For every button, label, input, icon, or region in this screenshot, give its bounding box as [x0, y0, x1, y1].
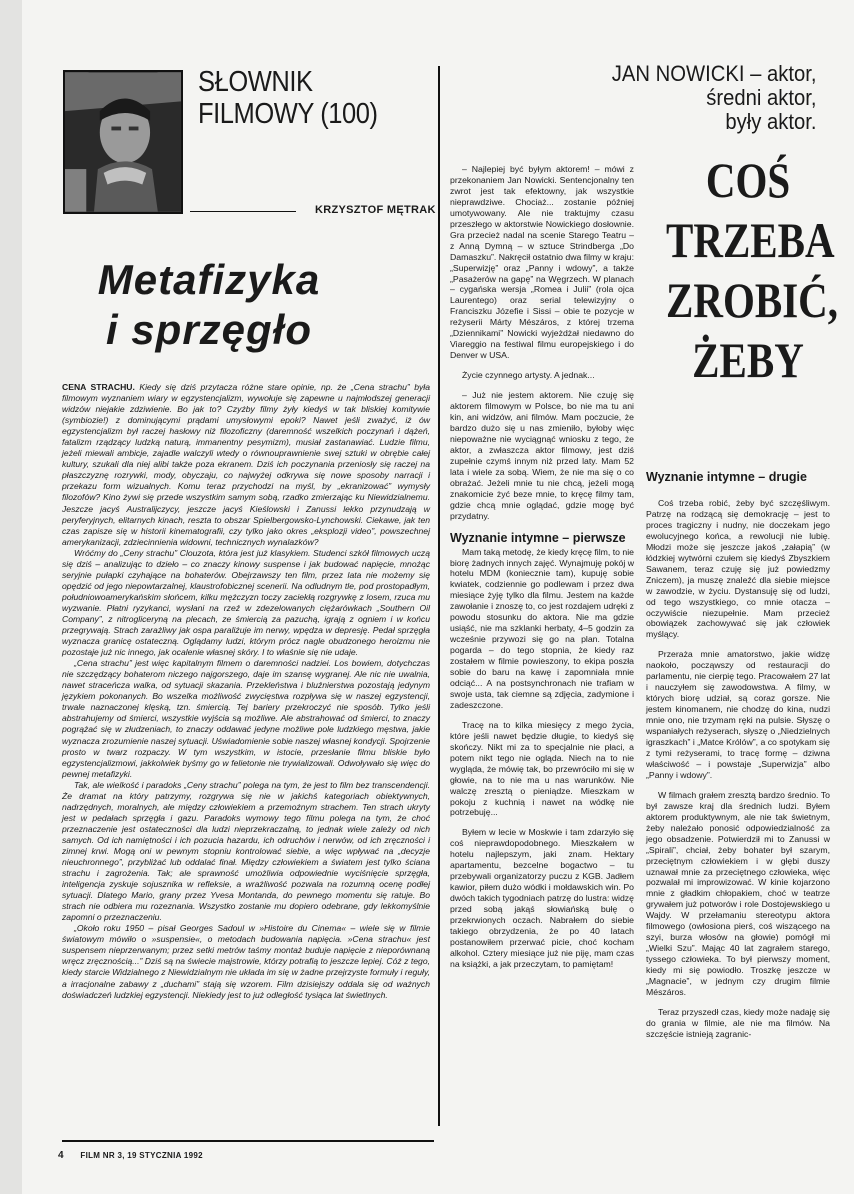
- scan-edge: [0, 0, 22, 1194]
- interview-middle-column: [450, 164, 634, 979]
- kicker-line-2: średni aktor,: [705, 85, 816, 110]
- right-article-kicker: [611, 62, 816, 134]
- left-article-body: [62, 382, 430, 1001]
- subheading-second-confession: Wyznanie intymne – drugie: [646, 470, 807, 484]
- left-paragraph: „Cena strachu” jest więc kapitalnym filmem o daremności nadziei. Los bowiem, dotychczas nie szczędzący bohaterom niczego najgorszego, daje im szansę wygranej. Ale nic nie uwalnia, nawet straceńcza walka, od sytuacji skazania. Przekleństwa i bluźnierstwa pozostają jedynym językiem pokonanych. Bo wszelka możliwość zwycięstwa rozpływa się w naszej egzystencji, trwale naznaczonej klęską, tzn. śmiercią. Tej bariery przekroczyć nie sposób. Tylko jeśli abstrahujemy od śmierci, wszystkie wyjścia są możliwe. Ale abstrahować od śmierci, to znaczy pogrążać się w złudzeniach, to znaczy oddawać jedyne możliwe pole ludzkiego męstwa, jakie wyznacza zrozumienie naszej sytuacji. Uświadomienie sobie naszej własnej kondycji. Spojrzenie prosto w twarz rozpaczy. W tym wszystkim, w istocie, przesłanie filmu bliskie było egzystencjalizmowi, jakkolwiek byśmy go w felietonie nie trywializowali. Odwoływało się więc do pewnej metafizyki.: [62, 658, 430, 779]
- interview-paragraph: Przeraża mnie amatorstwo, jakie widzę naokoło, począwszy od restauracji do parlamentu, nie cierpię tego. Pracowałem 27 lat i nauczyłem się zawodowstwa. A filmy, w których biorę udział, są coraz gorsze. Nie jestem kinomanem, nie chodzę do kina, nudzi mnie ono, nie trzymam ręki na pulsie. Słyszę o wspaniałych reżyserach, słyszę o „Niedzielnych igraszkach” i „Matce Królów”, a co spotykam się z tymi reżyserami, to tracę formę – dziwna właściwość – i powstaje „Superwizja” albo „Panny i wdowy”.: [646, 649, 830, 780]
- column-divider: [438, 66, 440, 1126]
- right-title-line-2: TRZEBA: [666, 212, 835, 268]
- right-title-line-3: ZROBIĆ,: [666, 272, 839, 328]
- left-paragraph: Wróćmy do „Ceny strachu” Clouzota, która jest już klasykiem. Studenci szkół filmowych uczą się dziś – analizując to dzieło – co znaczy kinowy suspense i jak budować napięcie, mnożąc seryjnie pułapki czyhające na bohaterów. Obejrzawszy ten film, przez lata nie możemy się opędzić od jego niepowtarzalnej, klaustrofobicznej scenerii. Na odludnym tle, pod prostopadłym, południowoamerykańskim słońcem, kilku mężczyzn toczy zaciekłą rozgrywkę z losem, rzuca mu wyzwanie. Płatni ryzykanci, wysłani na rzeź w zdezelowanych ciężarówkach „Southern Oil Company”, z nitrogliceryną na plecach, ze śmiercią za pazuchą, igrają z ogniem i w końcu przegrywają. Strach zarażliwy jak ospa paraliżuje im nerwy, wpędza w depresję. Pedał sprzęgła wyznacza granicę ostateczną. Oglądamy ludzi, którym prócz nagle obudzonego heroizmu nie pozostaje już nic innego, jak ocalenie własnej skóry. I to właśnie się nie udaje.: [62, 547, 430, 658]
- interview-paragraph: Teraz przyszedł czas, kiedy może nadaję się do grania w filmie, ale nie ma filmów. Na szczęście istnieją zagranic-: [646, 1006, 830, 1039]
- left-title-line-1: Metafizyka: [97, 256, 321, 303]
- right-title-line-4: ŻEBY: [692, 332, 804, 388]
- kicker-line-3: były aktor.: [724, 109, 816, 134]
- interview-paragraph: – Już nie jestem aktorem. Nie czuję się aktorem filmowym w Polsce, bo nie ma tu ani kin, ani widzów, ani filmów. Mam poczucie, że bardzo dużo się u nas zmieniło, byłoby więc niepoważne nie wyciągnąć wniosku z tego, że aktor, a zwłaszcza aktor filmowy, jest dziś zupełnie czymś innym niż przed laty. Mam 52 lata i wiele za sobą. Wiem, że nie ma się o co obrażać. Jeżeli mnie tu nie chcą, jeżeli mogą znakomicie żyć beze mnie, to kręcę filmy tam, gdzie chcą mnie oglądać, gdzie mogę być przydatny.: [450, 390, 634, 521]
- issue-info: FILM NR 3, 19 STYCZNIA 1992: [80, 1151, 203, 1160]
- left-paragraph: Tak, ale wielkość i paradoks „Ceny strachu” polega na tym, że jest to film bez transcendencji. Że dramat na który patrzymy, rozgrywa się nie w jakichś kategoriach obiektywnych, nadrzędnych, moralnych, ale między człowiekiem a przemożnym strachem. Ten strach ukryty jest w pedałach sprzęgła i gazu. Paradoks wymowy tego filmu polega na tym, że choć przeznaczenie jest ostateczności dla ludzi nieprzekraczalną, to jednak wiele zależy od nich samych. Od ich namiętności i ich pozucia hazardu, ich odruchów i nerwów, od ich zręczności i zimnej krwi. Mogą oni w pewnym stopniu kontrolować siebie, a więc wpływać na „decyzje nieuchronnego”, przybliżać lub oddalać finał. Między człowiekiem a światem jest tylko ściana strachu i zagrożenia. Tak; ale sprawność umożliwia odpowiednie wyciśnięcie sprzęgła, inteligencja zyskuje sojusznika w refleksie, a wrażliwość pozwala na rozumną ocenę podłej sytuacji. Dlatego Mario, grany przez Yvesa Montanda, do pewnego momentu się ratuje. Bo strach nie odbiera mu rozeznania. Wszystko zostanie mu dopiero odebrane, gdy lekkomyślnie zapomni o przeznaczeniu.: [62, 779, 430, 923]
- right-title-line-1: COŚ: [705, 152, 791, 208]
- author-byline: KRZYSZTOF MĘTRAK: [315, 204, 436, 216]
- interview-paragraph: Byłem w lecie w Moskwie i tam zdarzyło się coś nieprawdopodobnego. Mieszkałem w hotelu najlepszym, jaki znam. Hektary apartamentu, bezcelne bogactwo – tu przebywali organizatorzy puczu z KGB. Jadłem kawior, piłem dużo wódki i mołdawskich win. Po dwóch takich tygodniach patrzę do lustra: widzę przed sobą jakąś słowiańską bułę o przekrwionych oczach. Nabrałem do siebie takiego obrzydzenia, że po 40 latach postanowiłem przerwać picie, choć kocham alkohol. Cztery miesiące już nie piję, mam czas na książki, a jak przeczytam, to pamiętam!: [450, 827, 634, 969]
- bottom-rule: [62, 1140, 434, 1142]
- left-title-line-2: i sprzęgło: [105, 306, 313, 353]
- interview-paragraph: Mam taką metodę, że kiedy kręcę film, to nie biorę żadnych innych zajęć. Wynajmuję pokój w hotelu MDM (koniecznie tam), kupuję sobie kwiatek, codziennie go podlewam i przez dwa miesiące żyję tylko dla filmu. Jestem na każde zawołanie i znoszę to, co jest rozdajem udręki z powodu stosunku do aktora. Nie ma gdzie usiąść, nie ma szklanki herbaty, 4–5 godzin za wcześnie przywozi się go na plan. Totalna pogarda – do tego stopnia, że kiedy raz zostałem w filmie powieszony, to ekipa poszła sobie do baru na kawę i zapomniała mnie odciąć... A na postsynchronach nie trafiam w swoje usta, tak ciemne są zdjęcia, zadymione i zadeszczone.: [450, 546, 634, 710]
- series-line-2: FILMOWY (100): [198, 98, 378, 130]
- interview-paragraph: Życie czynnego artysty. A jednak...: [462, 370, 595, 381]
- column-series-title: [198, 66, 378, 130]
- author-rule: [190, 211, 296, 212]
- kicker-line-1: JAN NOWICKI – aktor,: [611, 61, 816, 86]
- page-footer: [58, 1150, 203, 1161]
- right-article-title: [666, 150, 839, 390]
- left-paragraph: „Około roku 1950 – pisał Georges Sadoul w »Histoire du Cinema« – wiele się w filmie światowym mówiło o »suspensie«, o metodach budowania napięcia. »Cena strachu« jest suspensem nieprzerwanym; przez setki metrów taśmy montaż buduje napięcie z nieporównaną wręcz zręcznością...” Dziś są na świecie majstrowie, którzy potrafią to jeszcze lepiej. Cóż z tego, kiedy starcie Widzialnego z Niewidzialnym nie układa im się w żadne przejrzyste formuły i reguły, a irracjonalne zabawy z „duchami” stają się wzorem. Film dzisiejszy oddala się od ważnych doświadczeń ludzkiej egzystencji. Niekiedy jest to już odległość tysiąca lat świetlnych.: [62, 923, 431, 1000]
- series-line-1: SŁOWNIK: [198, 66, 313, 98]
- portrait-illustration: [65, 72, 181, 212]
- interview-paragraph: Tracę na to kilka miesięcy z mego życia, które jeśli nawet będzie długie, to kiedyś się skończy. Nikt mi za to specjalnie nie płaci, a potem nikt tego nie ogląda. Niech na to nie wygląda, że mówię tak, bo przewróciło mi się w głowie, na to nie ma u nas warunków. Nie walczę zresztą o pieniądze. Mieszkam w pokoju z kuchnią i nawet na wódkę nie potrzebuję...: [450, 719, 634, 818]
- left-paragraph-text: Kiedy się dziś przytacza różne stare opinie, np. że „Cena strachu” była filmowym wyznaniem wiary w egzystencjalizm, wywołuje się zapewne u najmłodszej generacji widzów niejakie zdziwienie. Bo jak to? Czyżby filmy żyły kiedyś w tak bliskiej komitywie (symbiozie!) z dominującymi prądami umysłowymi epoki? Nawet jeśli zważyć, iż ów egzystencjalizm był raczej hasłowy niż filozoficzny (daremność wszelkich poczynań i dążeń, fatalizm rządzący ludzką naturą, immanentny pesymizm), musiał zastanawiać. Ludzie filmu, jeżeli miewali ambicje, zajadle walczyli wtedy o równouprawnienie swej sztuki w obrębie całej kultury, szukali dla niej alibi także poza ekranem. Dziś ich poczynania przeniosły się raczej na płaszczyznę rozrywki, mody, obyczaju, co najwyżej odkrywa się nowe sposoby narracji i przekazu form wizualnych. Komu teraz przychodzi na myśl, by „ekranizować” wymysły filozofów? Kino żywi się przede wszystkim samym sobą, rzadko zmierzając ku Niewidzialnemu. Jeszcze jacyś Australijczycy, jeszcze jacyś Kieślowski i Zanussi lekko przynudzają w peryferyjnych, elitarnych kinach, reszta to obszar Spielbergowsko-Lynchowski. Ciekawe, jak ten czas zapisze się w historii kinematografii, czy tylko jako okres „eksplozji video”, powszechnej amerykanizacji, zdziecinnienia widowni, technicznych wynalazków?: [62, 382, 430, 547]
- left-paragraph: [62, 382, 430, 548]
- interview-right-column: [646, 498, 830, 1049]
- author-portrait-photo: [63, 70, 183, 214]
- interview-paragraph: Coś trzeba robić, żeby być szczęśliwym. Patrzę na rodzącą się demokrację – jest to proces tragiczny i nudny, nie doczekam jego ewolucyjnego końca, a rewolucji nie lubię. Młodzi może się jeszcze jakoś „załapią” (w łódzkiej wytwórni czułem się kiedyś Zbyszkiem Sawanem, teraz czuję się już powiedzmy Zniczem), ja muszę znaleźć dla siebie miejsce w zawodzie, w życiu. Dystansuję się od ludzi, od tego wszystkiego, co mnie otacza – oczywiście niezupełnie. Mam przecież obowiązek zachowywać się jak człowiek myślący.: [646, 498, 830, 640]
- left-article-title: [0, 255, 418, 355]
- interview-paragraph: – Najlepiej być byłym aktorem! – mówi z przekonaniem Jan Nowicki. Sentencjonalny ten zwrot jest tak efektowny, jak wszystkie nieprawdziwe. Chociaż... zostanie później umotywowany. Ale nie traktujmy czasu przeszłego w aktorstwie Nowickiego dosłownie. Gra przecież nadal na scenie Starego Teatru – z Anną Dymną – w sztuce Strindberga „Do Damaszku”. Nakręcił ostatnio dwa filmy w kraju: „Superwizję” oraz „Panny i wdowy”, a także „Pasażerów na gapę” na Węgrzech. W planach – cygańska wersja „Romea i Julii” (rola ojca Laurentego) oraz serial telewizyjny o Franciszku Józefie i Sissi – obie te pozycje w reżyserii Márty Mészáros, z której trzema „Dziennikami” Nowicki wyjeżdżał niedawno do Viareggio na festiwal filmu europejskiego i do Denver w USA.: [450, 164, 634, 361]
- lead-term: CENA STRACHU.: [62, 382, 135, 392]
- interview-paragraph: W filmach grałem zresztą bardzo średnio. To był zawsze kraj dla średnich ludzi. Byłem aktorem produktywnym, ale nie tak świetnym, żeby należało ponosić odpowiedzialność za jego obsadzenie. Potwierdził mi to Zanussi w „Spirali”, chciał, żeby bohater był szarym, przeciętnym człowiekiem i w głębi duszy uznawał mnie za przeciętnego człowieka, więc pozwalał mi improwizować. W kinie kojarzono mnie z gładkim chłopakiem, choć w teatrze grywałem już potworów i role Dostojewskiego u Wajdy. W przełamaniu stereotypu aktora filmowego (owłosiona pierś, coś wiszącego na szyi, burza włosów na głowie) pomógł mi „Wielki Szu”. Mając 40 lat zagrałem starego, tyssego człowieka. To był pierwszy moment, kiedy mi się powiodło. Troszkę jeszcze w „Magnacie”, w jednym czy drugim filmie Mészáros.: [646, 789, 830, 997]
- page-number: 4: [58, 1150, 64, 1161]
- subheading-first-confession: Wyznanie intymne – pierwsze: [450, 530, 626, 545]
